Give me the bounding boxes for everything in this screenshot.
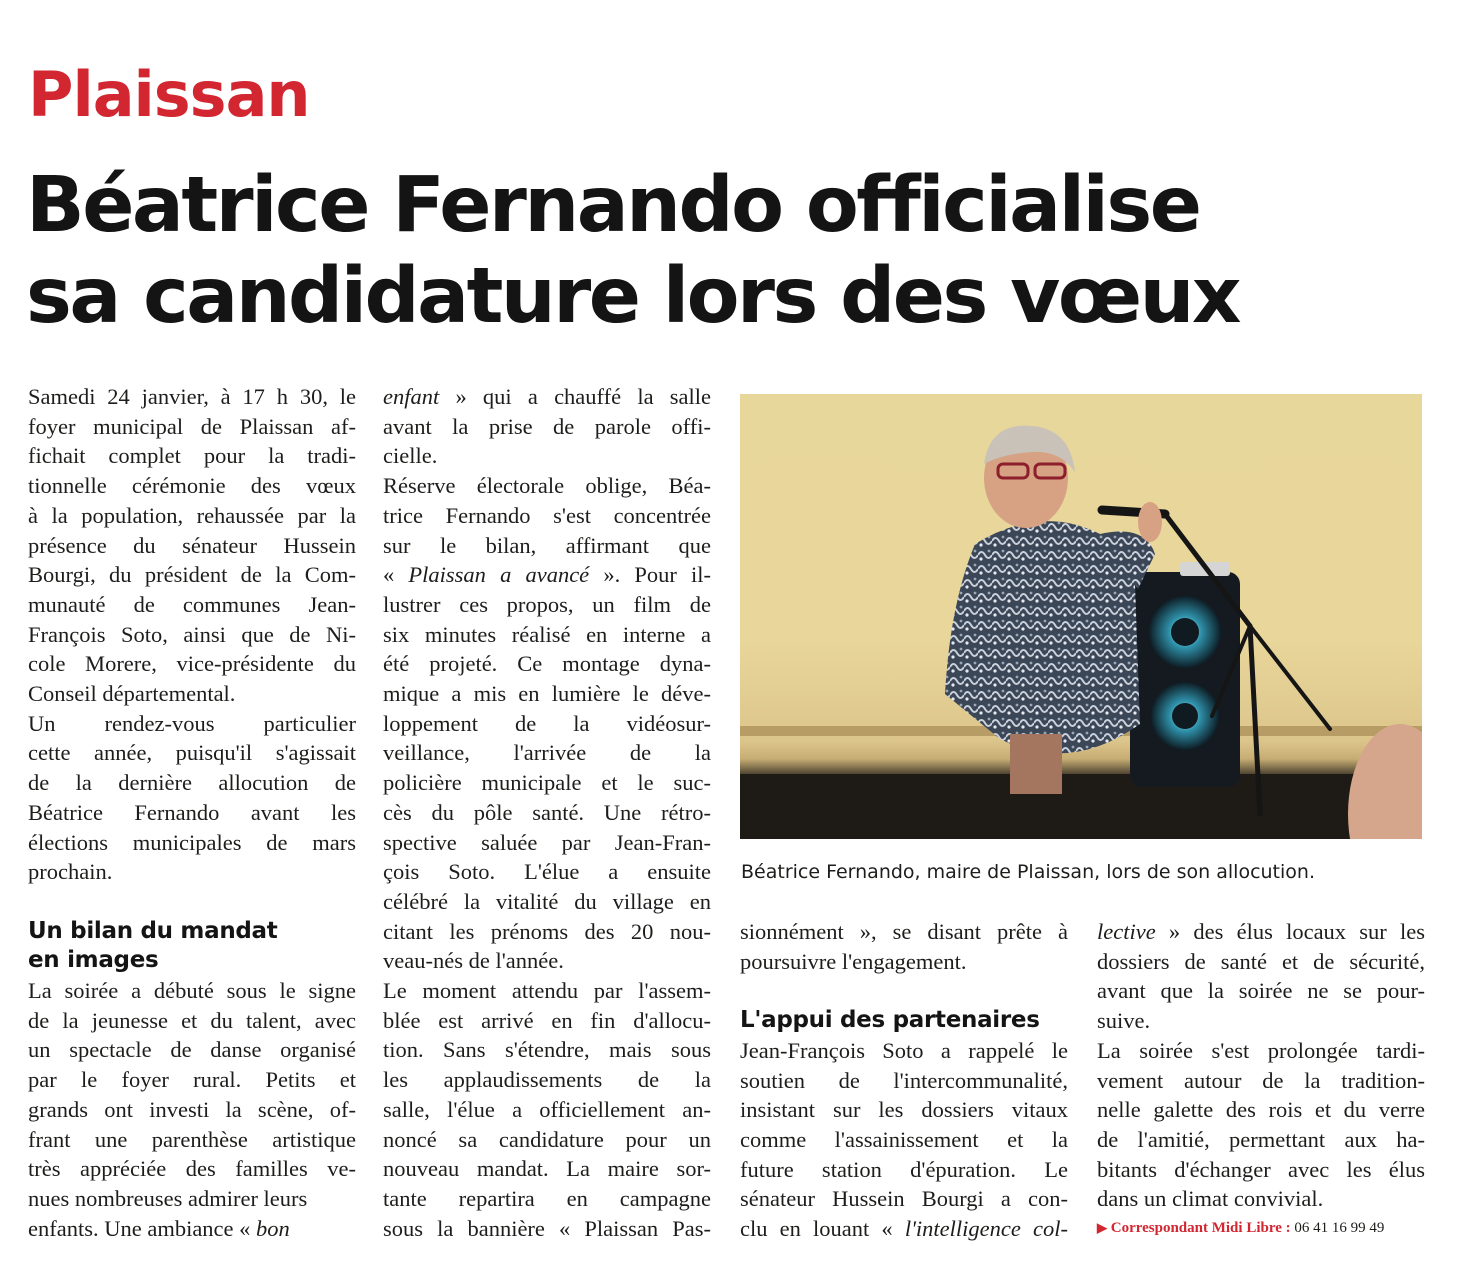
text-line: comme l'assainissement et la [740,1126,1068,1152]
text-line: sénateur Hussein Bourgi a con- [740,1186,1068,1212]
article-column-4 [1097,917,1425,1214]
photo-illustration [740,394,1422,839]
text-line: fichait complet pour la tradi- [28,443,356,469]
text-line: Bourgi, du président de la Com- [28,562,356,588]
paragraph [740,1036,1068,1244]
text-line: bitants d'échanger avec les élus [1097,1156,1425,1182]
text-line: célébré la vitalité du village en [383,888,711,914]
text-line: vement autour de la tradition- [1097,1067,1425,1093]
text-line: tante repartira en campagne [383,1185,711,1211]
text-line: avant que la soirée ne se pour- [1097,978,1425,1004]
text-line: dans un climat convivial. [1097,1186,1324,1212]
text-line: soutien de l'intercommunalité, [740,1067,1068,1093]
stage-floor [740,774,1422,839]
text-line: policière municipale et le suc- [383,770,711,796]
text-line: noncé sa candidature pour un [383,1126,711,1152]
paragraph [740,917,1068,976]
text-line: frant une parenthèse artistique [28,1126,356,1152]
text-line: avant la prise de parole offi- [383,413,711,439]
text-line: de la jeunesse et du talent, avec [28,1007,356,1033]
text-line: les applaudissements de la [383,1067,711,1093]
text-line: Réserve électorale oblige, Béa- [383,473,711,499]
text-line: salle, l'élue a officiellement an- [383,1096,711,1122]
audience-head-illustration [1348,724,1422,839]
text-line: citant les prénoms des 20 nou- [383,918,711,944]
text-line: cette année, puisqu'il s'agissait [28,740,356,766]
text-line: élections municipales de mars [28,829,356,855]
text-line: La soirée a débuté sous le signe [28,978,356,1004]
text-line: Conseil départemental. [28,681,236,707]
subhead-line: Un bilan du mandat [28,917,278,944]
text-line: dossiers de santé et de sécurité, [1097,948,1425,974]
text-line: cole Morere, vice-présidente du [28,651,356,677]
text-line: sionnément », se disant prête à [740,919,1068,944]
text-line: Un rendez-vous particulier [28,710,356,736]
article-headline [26,160,1446,342]
text-line: cès du pôle santé. Une rétro- [383,799,711,825]
text-line: nelle galette des rois et du verre [1097,1097,1425,1123]
photo-caption: Béatrice Fernando, maire de Plaissan, lors de son allocution. [741,861,1315,883]
text-line: foyer municipal de Plaissan af- [28,413,356,439]
text-line: Le moment attendu par l'assem- [383,978,711,1004]
subhead-line: en images [28,947,159,974]
article-column-3 [740,917,1068,1244]
section-subhead: L'appui des partenaires [740,1007,1040,1034]
text-line: été projeté. Ce montage dyna- [383,651,711,677]
text-line: un spectacle de danse organisé [28,1037,356,1063]
text-line: poursuivre l'engagement. [740,948,967,974]
paragraph [1097,917,1425,1036]
paragraph [383,382,711,471]
text-line: grands ont investi la scène, of- [28,1096,356,1122]
speaker-icon [1130,562,1240,787]
paragraph [28,976,356,1243]
article-photo [740,394,1422,839]
section-subhead [28,917,356,976]
headline-line-1: Béatrice Fernando officialise [26,161,1200,250]
text-line: six minutes réalisé en interne a [383,621,711,647]
paragraph [383,976,711,1243]
text-line: trice Fernando s'est concentrée [383,502,711,528]
text-line: La soirée s'est prolongée tardi- [1097,1037,1425,1063]
triangle-arrow-icon: ▶ [1097,1220,1107,1235]
paragraph [28,382,356,709]
text-line: par le foyer rural. Petits et [28,1067,356,1093]
correspondent-credit [1097,1220,1384,1237]
text-line: loppement de la vidéosur- [383,710,711,736]
text-line: Béatrice Fernando avant les [28,799,356,825]
text-line: enfant » qui a chauffé la salle [383,384,711,409]
text-line: lustrer ces propos, un film de [383,591,711,617]
text-line: présence du sénateur Hussein [28,532,356,558]
text-line: future station d'épuration. Le [740,1156,1068,1182]
text-line: Samedi 24 janvier, à 17 h 30, le [28,384,356,409]
headline-line-2: sa candidature lors des vœux [26,252,1240,341]
text-line: lective » des élus locaux sur les [1097,919,1425,944]
text-line: veau-nés de l'année. [383,948,564,974]
text-line: insistant sur les dossiers vitaux [740,1097,1068,1123]
text-line: tion. Sans s'étendre, mais sous [383,1037,711,1063]
credit-label: Correspondant Midi Libre : [1110,1220,1291,1236]
text-line: tionnelle cérémonie des vœux [28,473,356,499]
text-line: çois Soto. L'élue a ensuite [383,859,711,885]
text-line: enfants. Une ambiance « bon [28,1215,290,1241]
text-line: de la dernière allocution de [28,770,356,796]
text-line: nouveau mandat. La maire sor- [383,1156,711,1182]
text-line: veillance, l'arrivée de la [383,740,711,766]
text-line: très appréciée des familles ve- [28,1156,356,1182]
text-line: munauté de communes Jean- [28,591,356,617]
text-line: blée est arrivé en fin d'allocu- [383,1007,711,1033]
text-line: spective saluée par Jean-Fran- [383,829,711,855]
text-line: clu en louant « l'intelligence col- [740,1216,1068,1242]
text-line: mique a mis en lumière le déve- [383,681,711,707]
text-line: sous la bannière « Plaissan Pas- [383,1215,711,1241]
text-line: à la population, rehaussée par la [28,502,356,528]
paragraph [28,709,356,887]
text-line: « Plaissan a avancé ». Pour il- [383,562,711,588]
text-line: cielle. [383,443,438,469]
section-rubric: Plaissan [28,58,310,131]
text-line: suive. [1097,1008,1151,1034]
paragraph [1097,1036,1425,1214]
article-column-1 [28,382,356,1243]
paragraph [383,471,711,976]
text-line: nues nombreuses admirer leurs [28,1185,308,1211]
speaker-person-illustration [945,426,1162,794]
credit-phone: 06 41 16 99 49 [1294,1220,1385,1236]
text-line: Jean-François Soto a rappelé le [740,1037,1068,1063]
text-line: prochain. [28,859,113,885]
text-line: sur le bilan, affirmant que [383,532,711,558]
text-line: de l'amitié, permettant aux ha- [1097,1126,1425,1152]
text-line: François Soto, ainsi que de Ni- [28,621,356,647]
article-column-2 [383,382,711,1243]
